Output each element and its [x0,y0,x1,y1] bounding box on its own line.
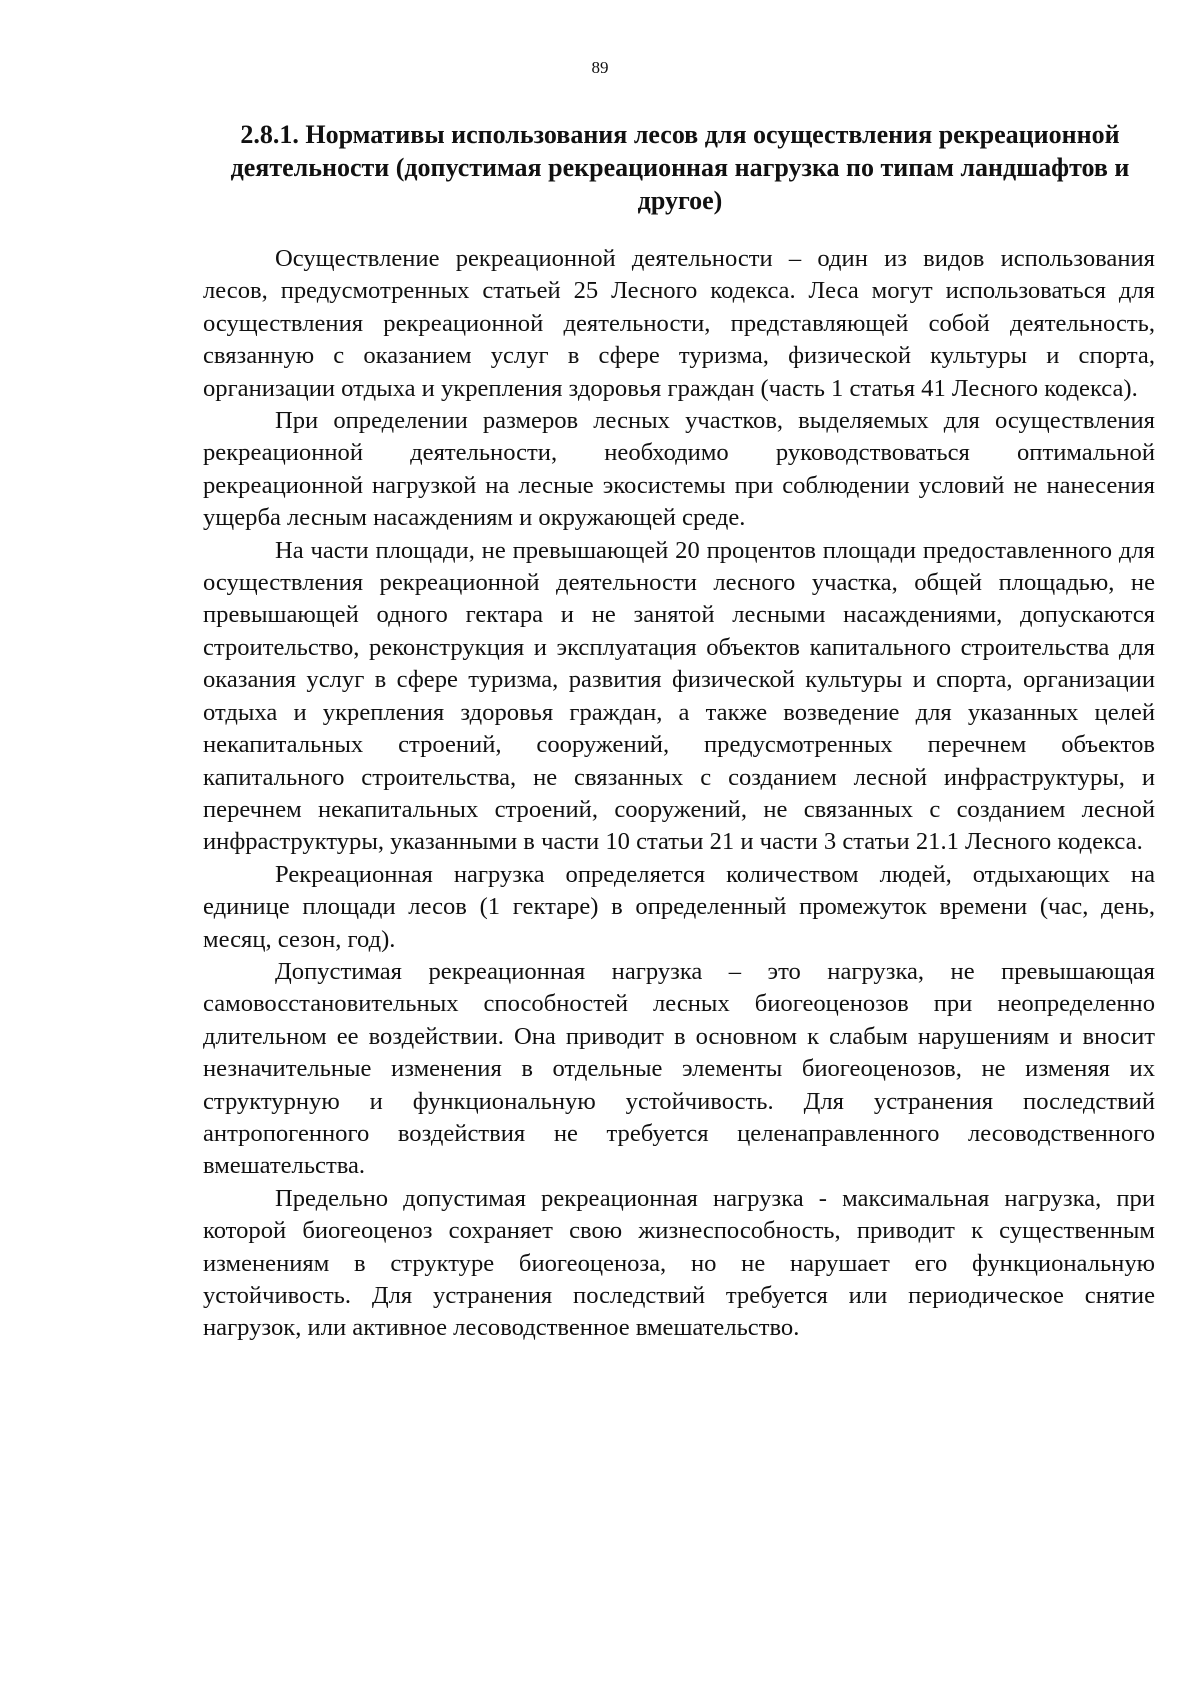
body-text [203,243,1155,1345]
paragraph-recreational-activity: Осуществление рекреационной деятельности – один из видов использования лесов, предусмотренных статьей 25 Лесного кодекса. Леса могут использоваться для осуществления рекреационной деятельности, представляющей собой деятельность, связанную с оказанием услуг в сфере туризма, физической культуры и спорта, организации отдыха и укрепления здоровья граждан (часть 1 статья 41 Лесного кодекса). [203,245,1155,402]
paragraph-construction: На части площади, не превышающей 20 процентов площади предоставленного для осуществления рекреационной деятельности лесного участка, общей площадью, не превышающей одного гектара и не занятой лесными насаждениями, допускаются строительство, реконструкция и эксплуатация объектов капитального строительства для оказания услуг в сфере туризма, развития физической культуры и спорта, организации отдыха и укрепления здоровья граждан, а также возведение для указанных целей некапитальных строений, сооружений, предусмотренных перечнем объектов капитального строительства, не связанных с созданием лесной инфраструктуры, и перечнем некапитальных строений, сооружений, не связанных с созданием лесной инфраструктуры, указанными в части 10 статьи 21 и части 3 статьи 21.1 Лесного кодекса. [203,536,1155,856]
paragraph-recreational-load: Рекреационная нагрузка определяется количеством людей, отдыхающих на единице площади лесов (1 гектаре) в определенный промежуток времени (час, день, месяц, сезон, год). [203,860,1155,953]
page-number: 89 [591,58,609,77]
section-heading: 2.8.1. Нормативы использования лесов для осуществления рекреационной деятельности (допустимая рекреационная нагрузка по типам ландшафтов и другое) [230,120,1130,215]
paragraph-plot-size: При определении размеров лесных участков, выделяемых для осуществления рекреационной деятельности, необходимо руководствоваться оптимальной рекреационной нагрузкой на лесные экосистемы при соблюдении условий не нанесения ущерба лесным насаждениям и окружающей среде. [203,407,1155,532]
paragraph-permissible-load: Допустимая рекреационная нагрузка – это нагрузка, не превышающая самовосстановительных способностей лесных биогеоценозов при неопределенно длительном ее воздействии. Она приводит в основном к слабым нарушениям и вносит незначительные изменения в отдельные элементы биогеоценозов, не изменяя их структурную и функциональную устойчивость. Для устранения последствий антропогенного воздействия не требуется целенаправленного лесоводственного вмешательства. [203,957,1155,1180]
paragraph-max-permissible-load: Предельно допустимая рекреационная нагрузка - максимальная нагрузка, при которой биогеоценоз сохраняет свою жизнеспособность, приводит к существенным изменениям в структуре биогеоценоза, но не нарушает его функциональную устойчивость. Для устранения последствий требуется или периодическое снятие нагрузок, или активное лесоводственное вмешательство. [203,1184,1155,1342]
